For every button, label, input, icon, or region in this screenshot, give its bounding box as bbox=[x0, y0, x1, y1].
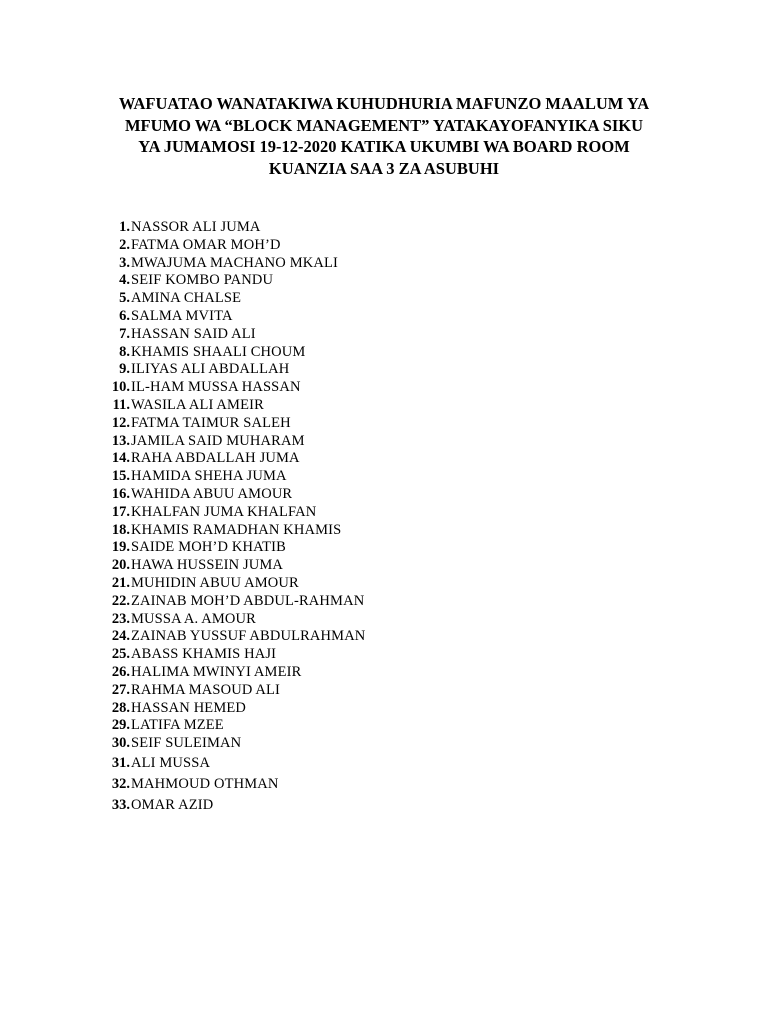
list-item bbox=[100, 255, 365, 273]
list-item bbox=[100, 522, 365, 540]
title-line: KUANZIA SAA 3 ZA ASUBUHI bbox=[268, 158, 500, 178]
list-item-name: ABASS KHAMIS HAJI bbox=[131, 646, 277, 663]
list-item-name: WAHIDA ABUU AMOUR bbox=[131, 485, 293, 502]
list-item bbox=[100, 628, 365, 646]
list-item-number: 16. bbox=[111, 485, 130, 502]
list-item-number: 26. bbox=[111, 663, 130, 680]
list-item-number: 7. bbox=[119, 325, 130, 342]
list-item-name: SEIF KOMBO PANDU bbox=[131, 272, 274, 289]
list-item bbox=[100, 450, 365, 468]
list-item bbox=[100, 575, 365, 593]
list-item-name: HAWA HUSSEIN JUMA bbox=[131, 557, 284, 574]
list-item bbox=[100, 700, 365, 718]
list-item-name: IL-HAM MUSSA HASSAN bbox=[131, 379, 301, 396]
list-item-name: MUSSA A. AMOUR bbox=[131, 610, 256, 627]
list-item-name: RAHMA MASOUD ALI bbox=[131, 681, 281, 698]
list-item bbox=[100, 361, 365, 379]
list-item-number: 32. bbox=[111, 775, 130, 792]
list-item-number: 27. bbox=[111, 681, 130, 698]
list-item-number: 14. bbox=[111, 450, 130, 467]
list-item bbox=[100, 433, 365, 451]
list-item bbox=[100, 755, 365, 773]
list-item-number: 9. bbox=[119, 361, 130, 378]
list-item-name: ZAINAB MOH’D ABDUL-RAHMAN bbox=[131, 592, 365, 609]
list-item-number: 19. bbox=[111, 539, 130, 556]
list-item bbox=[100, 593, 365, 611]
list-item bbox=[100, 415, 365, 433]
list-item bbox=[100, 776, 365, 794]
list-item bbox=[100, 539, 365, 557]
list-item-name: FATMA TAIMUR SALEH bbox=[131, 414, 291, 431]
list-item-name: SALMA MVITA bbox=[131, 307, 233, 324]
list-item-number: 8. bbox=[119, 343, 130, 360]
list-item-name: KHAMIS SHAALI CHOUM bbox=[131, 343, 306, 360]
list-item bbox=[100, 272, 365, 290]
list-item-name: HALIMA MWINYI AMEIR bbox=[131, 663, 302, 680]
list-item-name: ZAINAB YUSSUF ABDULRAHMAN bbox=[131, 628, 366, 645]
list-item-name: NASSOR ALI JUMA bbox=[131, 219, 261, 235]
title-line: YA JUMAMOSI 19-12-2020 KATIKA UKUMBI WA BOARD ROOM bbox=[138, 137, 630, 156]
list-item-number: 3. bbox=[119, 254, 130, 271]
list-item-number: 5. bbox=[119, 290, 130, 307]
list-item-number: 4. bbox=[119, 272, 130, 289]
list-item-number: 20. bbox=[111, 557, 130, 574]
document-title bbox=[70, 93, 698, 179]
list-item bbox=[100, 504, 365, 522]
list-item-number: 18. bbox=[111, 521, 130, 538]
list-item-number: 23. bbox=[111, 610, 130, 627]
list-item-number: 25. bbox=[111, 646, 130, 663]
list-item-name: ILIYAS ALI ABDALLAH bbox=[131, 361, 290, 378]
list-item-number: 21. bbox=[111, 574, 130, 591]
list-item-name: JAMILA SAID MUHARAM bbox=[131, 432, 305, 449]
attendee-list bbox=[100, 219, 365, 814]
list-item-name: OMAR AZID bbox=[131, 796, 214, 813]
list-item-name: MWAJUMA MACHANO MKALI bbox=[131, 254, 338, 271]
list-item bbox=[100, 486, 365, 504]
list-item-number: 10. bbox=[111, 379, 130, 396]
list-item-name: FATMA OMAR MOH’D bbox=[131, 236, 281, 253]
list-item-number: 11. bbox=[112, 396, 130, 413]
list-item-number: 29. bbox=[111, 717, 130, 734]
list-item bbox=[100, 290, 365, 308]
list-item bbox=[100, 682, 365, 700]
list-item-number: 28. bbox=[111, 699, 130, 716]
list-item-name: KHALFAN JUMA KHALFAN bbox=[131, 503, 317, 520]
list-item bbox=[100, 557, 365, 575]
list-item bbox=[100, 308, 365, 326]
list-item-name: MAHMOUD OTHMAN bbox=[131, 775, 279, 792]
list-item bbox=[100, 611, 365, 629]
list-item bbox=[100, 797, 365, 815]
list-item-name: KHAMIS RAMADHAN KHAMIS bbox=[131, 521, 342, 538]
list-item bbox=[100, 397, 365, 415]
list-item-number: 12. bbox=[111, 414, 130, 431]
title-line: WAFUATAO WANATAKIWA KUHUDHURIA MAFUNZO MAALUM YA bbox=[118, 94, 650, 113]
list-item-number: 33. bbox=[111, 796, 130, 813]
list-item-name: HASSAN HEMED bbox=[131, 699, 246, 716]
list-item-number: 6. bbox=[119, 307, 130, 324]
list-item-number: 31. bbox=[111, 754, 130, 771]
list-item-name: HAMIDA SHEHA JUMA bbox=[131, 468, 287, 485]
list-item bbox=[100, 379, 365, 397]
list-item-name: WASILA ALI AMEIR bbox=[131, 396, 264, 413]
list-item-number: 17. bbox=[111, 503, 130, 520]
list-item bbox=[100, 735, 365, 753]
list-item-number: 30. bbox=[111, 735, 130, 752]
list-item bbox=[100, 326, 365, 344]
list-item-name: SEIF SULEIMAN bbox=[131, 735, 242, 752]
list-item-number: 2. bbox=[119, 236, 130, 253]
list-item-number: 13. bbox=[111, 432, 130, 449]
list-item bbox=[100, 344, 365, 362]
list-item-number: 22. bbox=[111, 592, 130, 609]
list-item bbox=[100, 468, 365, 486]
title-line: MFUMO WA “BLOCK MANAGEMENT” YATAKAYOFANYIKA SIKU bbox=[124, 115, 644, 135]
list-item bbox=[100, 717, 365, 735]
list-item-name: AMINA CHALSE bbox=[131, 290, 242, 307]
list-item bbox=[100, 219, 365, 237]
list-item bbox=[100, 664, 365, 682]
list-item bbox=[100, 237, 365, 255]
list-item-name: SAIDE MOH’D KHATIB bbox=[131, 539, 286, 556]
list-item-name: RAHA ABDALLAH JUMA bbox=[131, 450, 300, 467]
list-item-name: HASSAN SAID ALI bbox=[131, 325, 256, 342]
list-item-name: LATIFA MZEE bbox=[131, 717, 224, 734]
list-item-name: MUHIDIN ABUU AMOUR bbox=[131, 574, 299, 591]
list-item-name: ALI MUSSA bbox=[131, 754, 211, 771]
list-item-number: 24. bbox=[111, 628, 130, 645]
list-item bbox=[100, 646, 365, 664]
list-item-number: 15. bbox=[111, 468, 130, 485]
list-item-number: 1. bbox=[119, 219, 130, 235]
